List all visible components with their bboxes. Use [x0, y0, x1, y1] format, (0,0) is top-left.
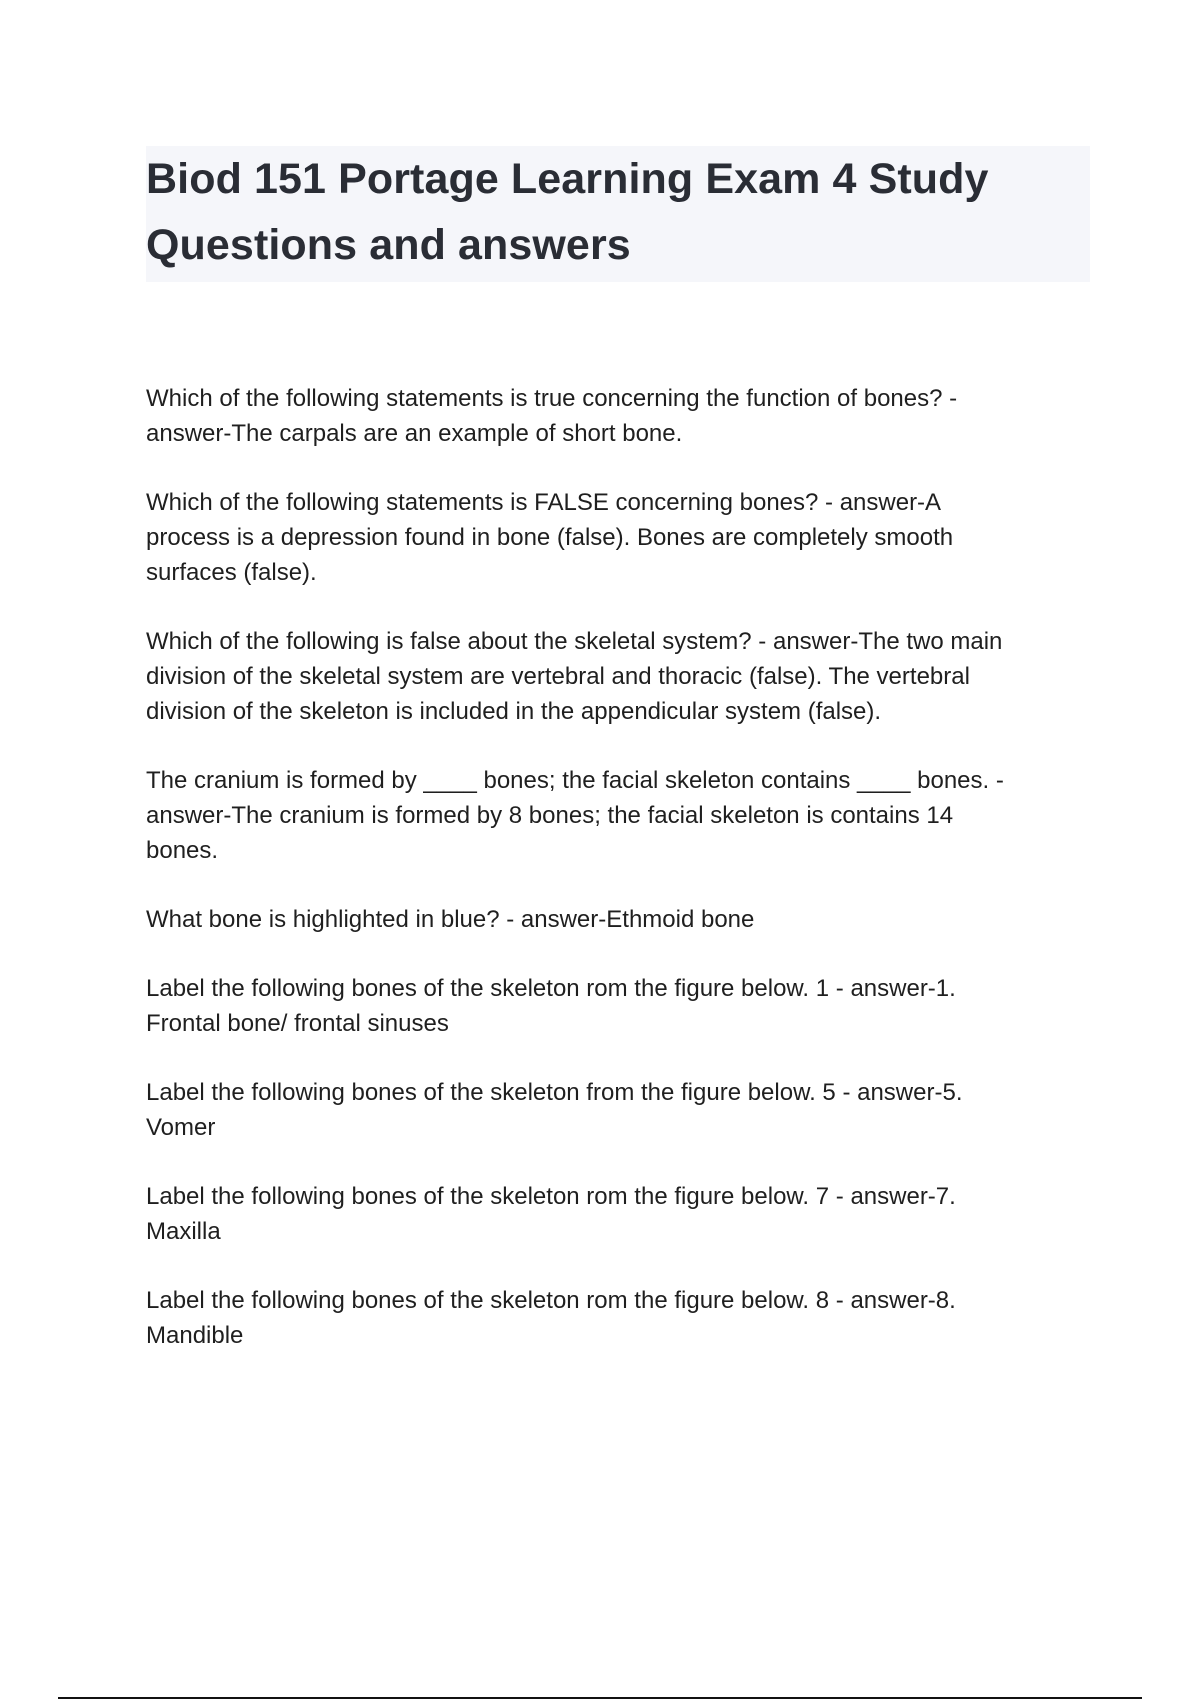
qa-entry-5: What bone is highlighted in blue? - answer-Ethmoid bone	[146, 906, 755, 933]
qa-entry-7: Label the following bones of the skeleton from the figure below. 5 - answer-5. Vomer	[146, 1079, 963, 1141]
title-block	[146, 146, 1090, 282]
qa-entry-8: Label the following bones of the skeleton rom the figure below. 7 - answer-7. Maxilla	[146, 1183, 956, 1245]
footer-rule	[58, 1697, 1142, 1699]
qa-entry-6: Label the following bones of the skeleton rom the figure below. 1 - answer-1. Frontal bone/ frontal sinuses	[146, 975, 956, 1037]
qa-entry-2: Which of the following statements is FALSE concerning bones? - answer-A process is a depression found in bone (false). Bones are completely smooth surfaces (false).	[146, 489, 954, 586]
qa-entry-4: The cranium is formed by ____ bones; the facial skeleton contains ____ bones. - answer-The cranium is formed by 8 bones; the facial skeleton is contains 14 bones.	[146, 767, 1004, 864]
page-title: Biod 151 Portage Learning Exam 4 Study Questions and answers	[146, 155, 989, 269]
qa-entry-9: Label the following bones of the skeleton rom the figure below. 8 - answer-8. Mandible	[146, 1287, 956, 1349]
qa-entry-1: Which of the following statements is true concerning the function of bones? - answer-The carpals are an example of short bone.	[146, 385, 958, 447]
qa-list	[146, 381, 1096, 1353]
qa-entry-3: Which of the following is false about the skeletal system? - answer-The two main division of the skeletal system are vertebral and thoracic (false). The vertebral division of the skeleton is included in the appendicular system (false).	[146, 628, 1003, 725]
